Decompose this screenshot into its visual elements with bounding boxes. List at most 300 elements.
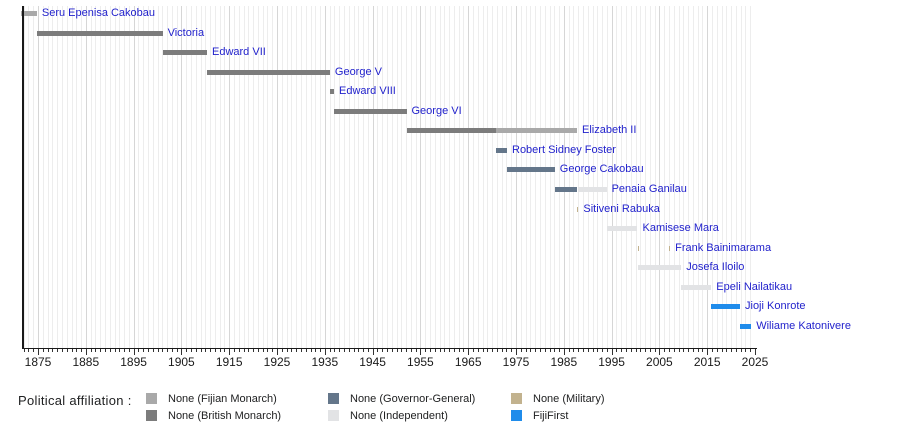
axis-tick-label: 1915 bbox=[215, 355, 243, 369]
gridline bbox=[569, 6, 570, 348]
axis-minor-tick bbox=[62, 349, 63, 352]
axis-minor-tick bbox=[138, 349, 139, 352]
label-george-v[interactable]: George V bbox=[334, 65, 382, 78]
label-edward-vii[interactable]: Edward VII bbox=[212, 46, 266, 59]
gridline bbox=[167, 6, 168, 348]
gridline bbox=[459, 6, 460, 348]
axis-minor-tick bbox=[162, 349, 163, 352]
axis-minor-tick bbox=[621, 349, 622, 352]
gridline bbox=[745, 6, 746, 348]
gridline bbox=[540, 6, 541, 348]
axis-minor-tick bbox=[722, 349, 723, 352]
axis-minor-tick bbox=[363, 349, 364, 352]
gridline bbox=[430, 6, 431, 348]
axis-minor-tick bbox=[631, 349, 632, 352]
gridline bbox=[750, 6, 751, 348]
axis-minor-tick bbox=[76, 349, 77, 352]
axis-tick-label: 1975 bbox=[502, 355, 530, 369]
gridline bbox=[296, 6, 297, 348]
gridline bbox=[440, 6, 441, 348]
gridline bbox=[334, 6, 335, 348]
gridline bbox=[76, 6, 77, 348]
legend-swatch-fijian-monarch bbox=[146, 393, 157, 404]
gridline bbox=[406, 6, 407, 348]
gridline bbox=[664, 6, 665, 348]
axis-minor-tick bbox=[263, 349, 264, 352]
gridline bbox=[177, 6, 178, 348]
gridline bbox=[688, 6, 689, 348]
axis-minor-tick bbox=[210, 349, 211, 352]
gridline bbox=[736, 6, 737, 348]
gridline bbox=[741, 6, 742, 348]
gridline bbox=[158, 6, 159, 348]
gridline bbox=[134, 6, 135, 348]
gridline bbox=[162, 6, 163, 348]
gridline bbox=[683, 6, 684, 348]
axis-minor-tick bbox=[693, 349, 694, 352]
legend-label-independent: None (Independent) bbox=[350, 410, 448, 422]
axis-minor-tick bbox=[81, 349, 82, 352]
gridline bbox=[382, 6, 383, 348]
label-jioji-konrote[interactable]: Jioji Konrote bbox=[745, 300, 806, 313]
gridline bbox=[315, 6, 316, 348]
gridline bbox=[172, 6, 173, 348]
gridline bbox=[717, 6, 718, 348]
axis-minor-tick bbox=[143, 349, 144, 352]
gridline bbox=[583, 6, 584, 348]
axis-minor-tick bbox=[702, 349, 703, 352]
axis-minor-tick bbox=[224, 349, 225, 352]
axis-tick-label: 1885 bbox=[72, 355, 100, 369]
gridline bbox=[86, 6, 87, 348]
gridline bbox=[62, 6, 63, 348]
axis-minor-tick bbox=[291, 349, 292, 352]
gridline bbox=[349, 6, 350, 348]
axis-minor-tick bbox=[669, 349, 670, 352]
bar-george-vi bbox=[334, 109, 407, 114]
gridline bbox=[363, 6, 364, 348]
legend-swatch-military bbox=[511, 393, 522, 404]
legend-label-governor-general: None (Governor-General) bbox=[350, 393, 476, 405]
label-george-vi[interactable]: George VI bbox=[411, 104, 462, 117]
gridline bbox=[148, 6, 149, 348]
legend-label-british-monarch: None (British Monarch) bbox=[168, 410, 282, 422]
bar-wiliame-katonivere bbox=[740, 324, 751, 329]
axis-minor-tick bbox=[334, 349, 335, 352]
gridline bbox=[674, 6, 675, 348]
gridline bbox=[191, 6, 192, 348]
gridline bbox=[545, 6, 546, 348]
axis-minor-tick bbox=[153, 349, 154, 352]
axis-minor-tick bbox=[478, 349, 479, 352]
axis-minor-tick bbox=[583, 349, 584, 352]
axis-minor-tick bbox=[191, 349, 192, 352]
gridline bbox=[650, 6, 651, 348]
axis-minor-tick bbox=[463, 349, 464, 352]
gridline bbox=[210, 6, 211, 348]
gridline bbox=[377, 6, 378, 348]
axis-minor-tick bbox=[320, 349, 321, 352]
axis-minor-tick bbox=[301, 349, 302, 352]
axis-minor-tick bbox=[196, 349, 197, 352]
label-seru-epenisa-cakobau[interactable]: Seru Epenisa Cakobau bbox=[41, 7, 156, 19]
gridline bbox=[516, 6, 517, 348]
axis-minor-tick bbox=[440, 349, 441, 352]
axis-minor-tick bbox=[726, 349, 727, 352]
axis-tick-label: 2015 bbox=[693, 355, 721, 369]
axis-tick-label: 1875 bbox=[24, 355, 52, 369]
axis-minor-tick bbox=[454, 349, 455, 352]
gridline bbox=[435, 6, 436, 348]
axis-minor-tick bbox=[397, 349, 398, 352]
gridline bbox=[186, 6, 187, 348]
legend bbox=[0, 385, 900, 426]
axis-minor-tick bbox=[640, 349, 641, 352]
axis-minor-tick bbox=[511, 349, 512, 352]
axis-minor-tick bbox=[416, 349, 417, 352]
axis-minor-tick bbox=[521, 349, 522, 352]
axis-minor-tick bbox=[67, 349, 68, 352]
axis-minor-tick bbox=[57, 349, 58, 352]
gridline bbox=[449, 6, 450, 348]
axis-minor-tick bbox=[554, 349, 555, 352]
gridline bbox=[526, 6, 527, 348]
gridline bbox=[325, 6, 326, 348]
gridline bbox=[497, 6, 498, 348]
axis-minor-tick bbox=[698, 349, 699, 352]
axis-minor-tick bbox=[129, 349, 130, 352]
gridline bbox=[726, 6, 727, 348]
axis-minor-tick bbox=[459, 349, 460, 352]
gridline bbox=[478, 6, 479, 348]
axis-minor-tick bbox=[550, 349, 551, 352]
axis-tick-label: 2005 bbox=[646, 355, 673, 369]
gridline bbox=[153, 6, 154, 348]
axis-minor-tick bbox=[91, 349, 92, 352]
axis-minor-tick bbox=[588, 349, 589, 352]
gridline bbox=[368, 6, 369, 348]
bar-kamisese-mara bbox=[607, 226, 638, 231]
gridline bbox=[277, 6, 278, 348]
axis-minor-tick bbox=[683, 349, 684, 352]
gridline bbox=[679, 6, 680, 348]
axis-minor-tick bbox=[248, 349, 249, 352]
gridline bbox=[578, 6, 579, 348]
gridline bbox=[282, 6, 283, 348]
axis-minor-tick bbox=[287, 349, 288, 352]
legend-label-fijian-monarch: None (Fijian Monarch) bbox=[168, 393, 277, 405]
legend-swatch-fijifirst bbox=[511, 410, 522, 421]
gridline bbox=[306, 6, 307, 348]
label-robert-sidney-foster[interactable]: Robert Sidney Foster bbox=[512, 143, 616, 156]
gridline bbox=[196, 6, 197, 348]
axis-minor-tick bbox=[430, 349, 431, 352]
axis-minor-tick bbox=[258, 349, 259, 352]
axis-minor-tick bbox=[296, 349, 297, 352]
axis-minor-tick bbox=[392, 349, 393, 352]
axis-minor-tick bbox=[344, 349, 345, 352]
axis-tick-label: 1925 bbox=[263, 355, 291, 369]
gridline bbox=[554, 6, 555, 348]
axis-minor-tick bbox=[28, 349, 29, 352]
axis-tick-label: 1895 bbox=[120, 355, 147, 369]
gridline bbox=[416, 6, 417, 348]
gridline bbox=[602, 6, 603, 348]
bar-jioji-konrote bbox=[711, 304, 740, 309]
bar-victoria bbox=[37, 31, 163, 36]
axis-minor-tick bbox=[387, 349, 388, 352]
legend-swatch-governor-general bbox=[328, 393, 339, 404]
gridline bbox=[287, 6, 288, 348]
axis-tick-label: 1955 bbox=[407, 355, 434, 369]
label-elizabeth-ii[interactable]: Elizabeth II bbox=[582, 124, 637, 137]
axis-minor-tick bbox=[435, 349, 436, 352]
axis-minor-tick bbox=[401, 349, 402, 352]
axis-minor-tick bbox=[717, 349, 718, 352]
axis-minor-tick bbox=[358, 349, 359, 352]
gridline bbox=[597, 6, 598, 348]
y-axis-line bbox=[22, 6, 24, 349]
gridline bbox=[320, 6, 321, 348]
gridline bbox=[631, 6, 632, 348]
gridline bbox=[712, 6, 713, 348]
bar-george-v bbox=[207, 70, 330, 75]
gridline bbox=[267, 6, 268, 348]
label-frank-bainimarama[interactable]: Frank Bainimarama bbox=[675, 241, 772, 254]
gridline bbox=[354, 6, 355, 348]
axis-minor-tick bbox=[48, 349, 49, 352]
axis-minor-tick bbox=[650, 349, 651, 352]
axis-minor-tick bbox=[315, 349, 316, 352]
gridline bbox=[72, 6, 73, 348]
gridline bbox=[731, 6, 732, 348]
axis-minor-tick bbox=[205, 349, 206, 352]
x-axis-line bbox=[22, 348, 757, 349]
gridline bbox=[702, 6, 703, 348]
bar-edward-vii bbox=[163, 50, 207, 55]
axis-minor-tick bbox=[444, 349, 445, 352]
gridline bbox=[425, 6, 426, 348]
bar-elizabeth-ii bbox=[407, 128, 496, 133]
gridline bbox=[636, 6, 637, 348]
gridline bbox=[607, 6, 608, 348]
axis-minor-tick bbox=[473, 349, 474, 352]
bar-robert-sidney-foster bbox=[496, 148, 507, 153]
gridline bbox=[693, 6, 694, 348]
gridline bbox=[659, 6, 660, 348]
label-kamisese-mara[interactable]: Kamisese Mara bbox=[642, 222, 719, 235]
axis-minor-tick bbox=[24, 349, 25, 352]
axis-minor-tick bbox=[411, 349, 412, 352]
axis-minor-tick bbox=[382, 349, 383, 352]
gridline bbox=[143, 6, 144, 348]
gridline bbox=[463, 6, 464, 348]
axis-minor-tick bbox=[253, 349, 254, 352]
gridline bbox=[138, 6, 139, 348]
gridline bbox=[530, 6, 531, 348]
gridline bbox=[115, 6, 116, 348]
axis-minor-tick bbox=[282, 349, 283, 352]
gridline bbox=[511, 6, 512, 348]
axis-minor-tick bbox=[731, 349, 732, 352]
gridline bbox=[272, 6, 273, 348]
axis-minor-tick bbox=[33, 349, 34, 352]
label-josefa-iloilo[interactable]: Josefa Iloilo bbox=[686, 261, 745, 274]
axis-minor-tick bbox=[220, 349, 221, 352]
axis-minor-tick bbox=[483, 349, 484, 352]
gridline bbox=[401, 6, 402, 348]
label-victoria[interactable]: Victoria bbox=[167, 26, 205, 39]
axis-tick-label: 2025 bbox=[741, 355, 769, 369]
gridline bbox=[411, 6, 412, 348]
gridline bbox=[38, 6, 39, 348]
axis-minor-tick bbox=[688, 349, 689, 352]
gridline bbox=[621, 6, 622, 348]
gridline bbox=[205, 6, 206, 348]
gridline bbox=[124, 6, 125, 348]
gridline bbox=[311, 6, 312, 348]
gridline bbox=[119, 6, 120, 348]
gridline bbox=[612, 6, 613, 348]
axis-minor-tick bbox=[645, 349, 646, 352]
axis-minor-tick bbox=[272, 349, 273, 352]
gridline bbox=[105, 6, 106, 348]
label-penaia-ganilau[interactable]: Penaia Ganilau bbox=[611, 183, 687, 195]
axis-minor-tick bbox=[664, 349, 665, 352]
legend-title: Political affiliation : bbox=[18, 393, 132, 408]
axis-minor-tick bbox=[655, 349, 656, 352]
axis-minor-tick bbox=[234, 349, 235, 352]
gridline bbox=[559, 6, 560, 348]
bar-penaia-ganilau bbox=[555, 187, 577, 192]
axis-minor-tick bbox=[425, 349, 426, 352]
axis-tick-label: 1945 bbox=[359, 355, 386, 369]
gridline bbox=[358, 6, 359, 348]
gridline bbox=[33, 6, 34, 348]
axis-minor-tick bbox=[186, 349, 187, 352]
axis-minor-tick bbox=[215, 349, 216, 352]
gridline bbox=[330, 6, 331, 348]
axis-minor-tick bbox=[148, 349, 149, 352]
axis-minor-tick bbox=[679, 349, 680, 352]
axis-tick-label: 1935 bbox=[311, 355, 339, 369]
legend-swatch-british-monarch bbox=[146, 410, 157, 421]
axis-minor-tick bbox=[607, 349, 608, 352]
gridline bbox=[707, 6, 708, 348]
axis-minor-tick bbox=[105, 349, 106, 352]
bar-elizabeth-ii bbox=[496, 128, 577, 133]
axis-minor-tick bbox=[406, 349, 407, 352]
gridline bbox=[387, 6, 388, 348]
axis-minor-tick bbox=[377, 349, 378, 352]
gridline bbox=[81, 6, 82, 348]
axis-minor-tick bbox=[741, 349, 742, 352]
gridline bbox=[616, 6, 617, 348]
label-wiliame-katonivere[interactable]: Wiliame Katonivere bbox=[756, 319, 851, 332]
axis-minor-tick bbox=[573, 349, 574, 352]
axis-minor-tick bbox=[597, 349, 598, 352]
axis-minor-tick bbox=[530, 349, 531, 352]
axis-minor-tick bbox=[95, 349, 96, 352]
axis-minor-tick bbox=[540, 349, 541, 352]
label-epeli-nailatikau[interactable]: Epeli Nailatikau bbox=[716, 280, 793, 293]
gridline bbox=[454, 6, 455, 348]
axis-minor-tick bbox=[602, 349, 603, 352]
axis-minor-tick bbox=[578, 349, 579, 352]
axis-minor-tick bbox=[119, 349, 120, 352]
axis-minor-tick bbox=[115, 349, 116, 352]
legend-label-fijifirst: FijiFirst bbox=[533, 410, 569, 422]
axis-minor-tick bbox=[167, 349, 168, 352]
gridline bbox=[588, 6, 589, 348]
label-george-cakobau[interactable]: George Cakobau bbox=[559, 163, 644, 176]
bar-george-cakobau bbox=[507, 167, 555, 172]
gridline bbox=[100, 6, 101, 348]
axis-minor-tick bbox=[110, 349, 111, 352]
axis-minor-tick bbox=[349, 349, 350, 352]
gridline bbox=[344, 6, 345, 348]
axis-minor-tick bbox=[100, 349, 101, 352]
gridline bbox=[573, 6, 574, 348]
legend-swatch-independent bbox=[328, 410, 339, 421]
gridline bbox=[48, 6, 49, 348]
gridline bbox=[564, 6, 565, 348]
axis-minor-tick bbox=[306, 349, 307, 352]
axis-minor-tick bbox=[559, 349, 560, 352]
axis-minor-tick bbox=[497, 349, 498, 352]
gridline bbox=[91, 6, 92, 348]
axis-minor-tick bbox=[354, 349, 355, 352]
gridline bbox=[506, 6, 507, 348]
gridline bbox=[698, 6, 699, 348]
bar-frank-bainimarama bbox=[638, 246, 640, 251]
axis-tick-label: 1985 bbox=[550, 355, 578, 369]
gridline bbox=[669, 6, 670, 348]
axis-minor-tick bbox=[368, 349, 369, 352]
axis-minor-tick bbox=[330, 349, 331, 352]
axis-minor-tick bbox=[535, 349, 536, 352]
axis-minor-tick bbox=[339, 349, 340, 352]
bar-frank-bainimarama bbox=[669, 246, 671, 251]
gridline bbox=[722, 6, 723, 348]
axis-minor-tick bbox=[626, 349, 627, 352]
gridline bbox=[291, 6, 292, 348]
label-sitiveni-rabuka[interactable]: Sitiveni Rabuka bbox=[583, 202, 660, 215]
axis-minor-tick bbox=[244, 349, 245, 352]
bar-sitiveni-rabuka bbox=[577, 207, 579, 212]
axis-minor-tick bbox=[158, 349, 159, 352]
axis-minor-tick bbox=[172, 349, 173, 352]
gridline bbox=[626, 6, 627, 348]
axis-tick-label: 1905 bbox=[168, 355, 195, 369]
gridline bbox=[487, 6, 488, 348]
gridline bbox=[373, 6, 374, 348]
axis-minor-tick bbox=[736, 349, 737, 352]
gridline bbox=[655, 6, 656, 348]
gridline bbox=[444, 6, 445, 348]
axis-minor-tick bbox=[750, 349, 751, 352]
axis-minor-tick bbox=[526, 349, 527, 352]
gridline bbox=[521, 6, 522, 348]
axis-minor-tick bbox=[177, 349, 178, 352]
gridline bbox=[645, 6, 646, 348]
label-edward-viii[interactable]: Edward VIII bbox=[339, 85, 396, 98]
gridline bbox=[28, 6, 29, 348]
bar-epeli-nailatikau bbox=[681, 285, 711, 290]
gridline bbox=[52, 6, 53, 348]
axis-minor-tick bbox=[72, 349, 73, 352]
axis-minor-tick bbox=[616, 349, 617, 352]
